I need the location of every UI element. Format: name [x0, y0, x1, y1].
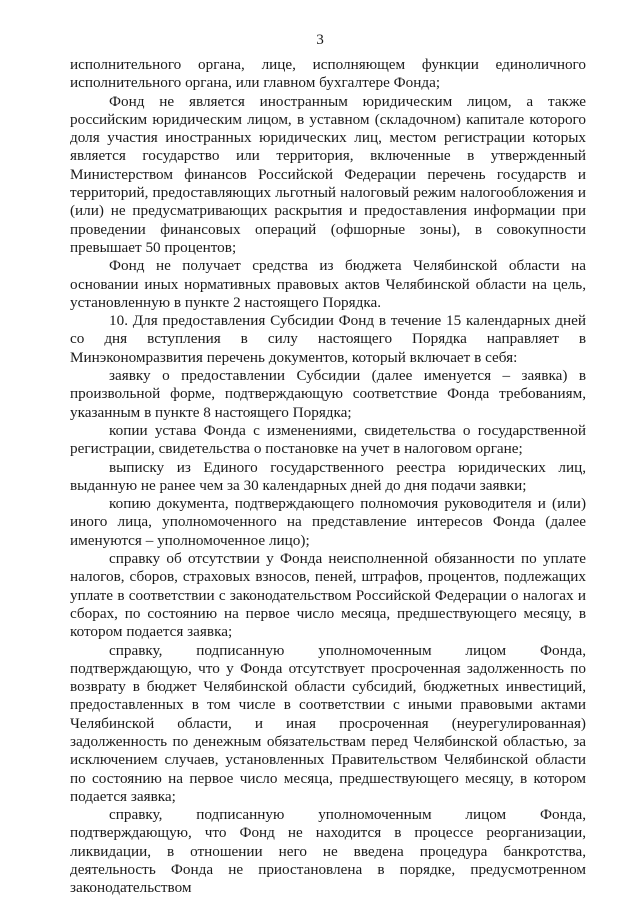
paragraph-charter-copies: копии устава Фонда с изменениями, свидетельства о государственной регистрации, свидетельства о постановке на учет в налоговом органе; — [70, 421, 586, 458]
document-body — [70, 56, 586, 898]
paragraph-no-debt-certificate: справку, подписанную уполномоченным лицом Фонда, подтверждающую, что у Фонда отсутствует просроченная задолженность по возврату в бюджет Челябинской области субсидий, бюджетных инвестиций, предоставленных в том числе в соответствии с иными правовыми актами Челябинской области, и иная просроченная (неурегулированная) задолженность по денежным обязательствам перед Челябинской областью, за исключением случаев, установленных Правительством Челябинской области по состоянию на первое число месяца, предшествующего месяцу, в котором подается заявка; — [70, 641, 586, 805]
paragraph-item-10: 10. Для предоставления Субсидии Фонд в течение 15 календарных дней со дня вступления в силу настоящего Порядка направляет в Минэкономразвития перечень документов, который включает в себя: — [70, 312, 586, 366]
paragraph-continuation: исполнительного органа, лице, исполняющем функции единоличного исполнительного органа, или главном бухгалтере Фонда; — [70, 56, 586, 92]
paragraph-authority-document: копию документа, подтверждающего полномочия руководителя и (или) иного лица, уполномоченного на представление интересов Фонда (далее именуются – уполномоченное лицо); — [70, 495, 586, 549]
paragraph-no-other-budget-funds: Фонд не получает средства из бюджета Челябинской области на основании иных нормативных правовых актов Челябинской области на цель, установленную в пункте 2 настоящего Порядка. — [70, 257, 586, 311]
paragraph-registry-extract: выписку из Единого государственного реестра юридических лиц, выданную не ранее чем за 30 календарных дней до дня подачи заявки; — [70, 458, 586, 494]
paragraph-foreign-entity-condition: Фонд не является иностранным юридическим лицом, а также российским юридическим лицом, в уставном (складочном) капитале которого доля участия иностранных юридических лиц, местом регистрации которых является государство или территория, включенные в утвержденный Министерством финансов Российской Федерации перечень государств и территорий, предоставляющих льготный налоговый режим налогообложения и (или) не предусматривающих раскрытия и предоставления информации при проведении финансовых операций (офшорные зоны), в совокупности превышает 50 процентов; — [70, 92, 586, 256]
page-number: 3 — [316, 31, 324, 48]
paragraph-tax-certificate: справку об отсутствии у Фонда неисполненной обязанности по уплате налогов, сборов, страховых взносов, пеней, штрафов, процентов, подлежащих уплате в соответствии с законодательством Российской Федерации о налогах и сборах, по состоянию на первое число месяца, предшествующего месяцу, в котором подается заявка; — [70, 550, 586, 641]
paragraph-no-reorganization-certificate: справку, подписанную уполномоченным лицом Фонда, подтверждающую, что Фонд не находится в процессе реорганизации, ликвидации, в отношении него не введена процедура банкротства, деятельность Фонда не приостановлена в порядке, предусмотренном законодательством — [70, 806, 586, 897]
paragraph-application: заявку о предоставлении Субсидии (далее именуется – заявка) в произвольной форме, подтверждающую соответствие Фонда требованиям, указанным в пункте 8 настоящего Порядка; — [70, 367, 586, 421]
